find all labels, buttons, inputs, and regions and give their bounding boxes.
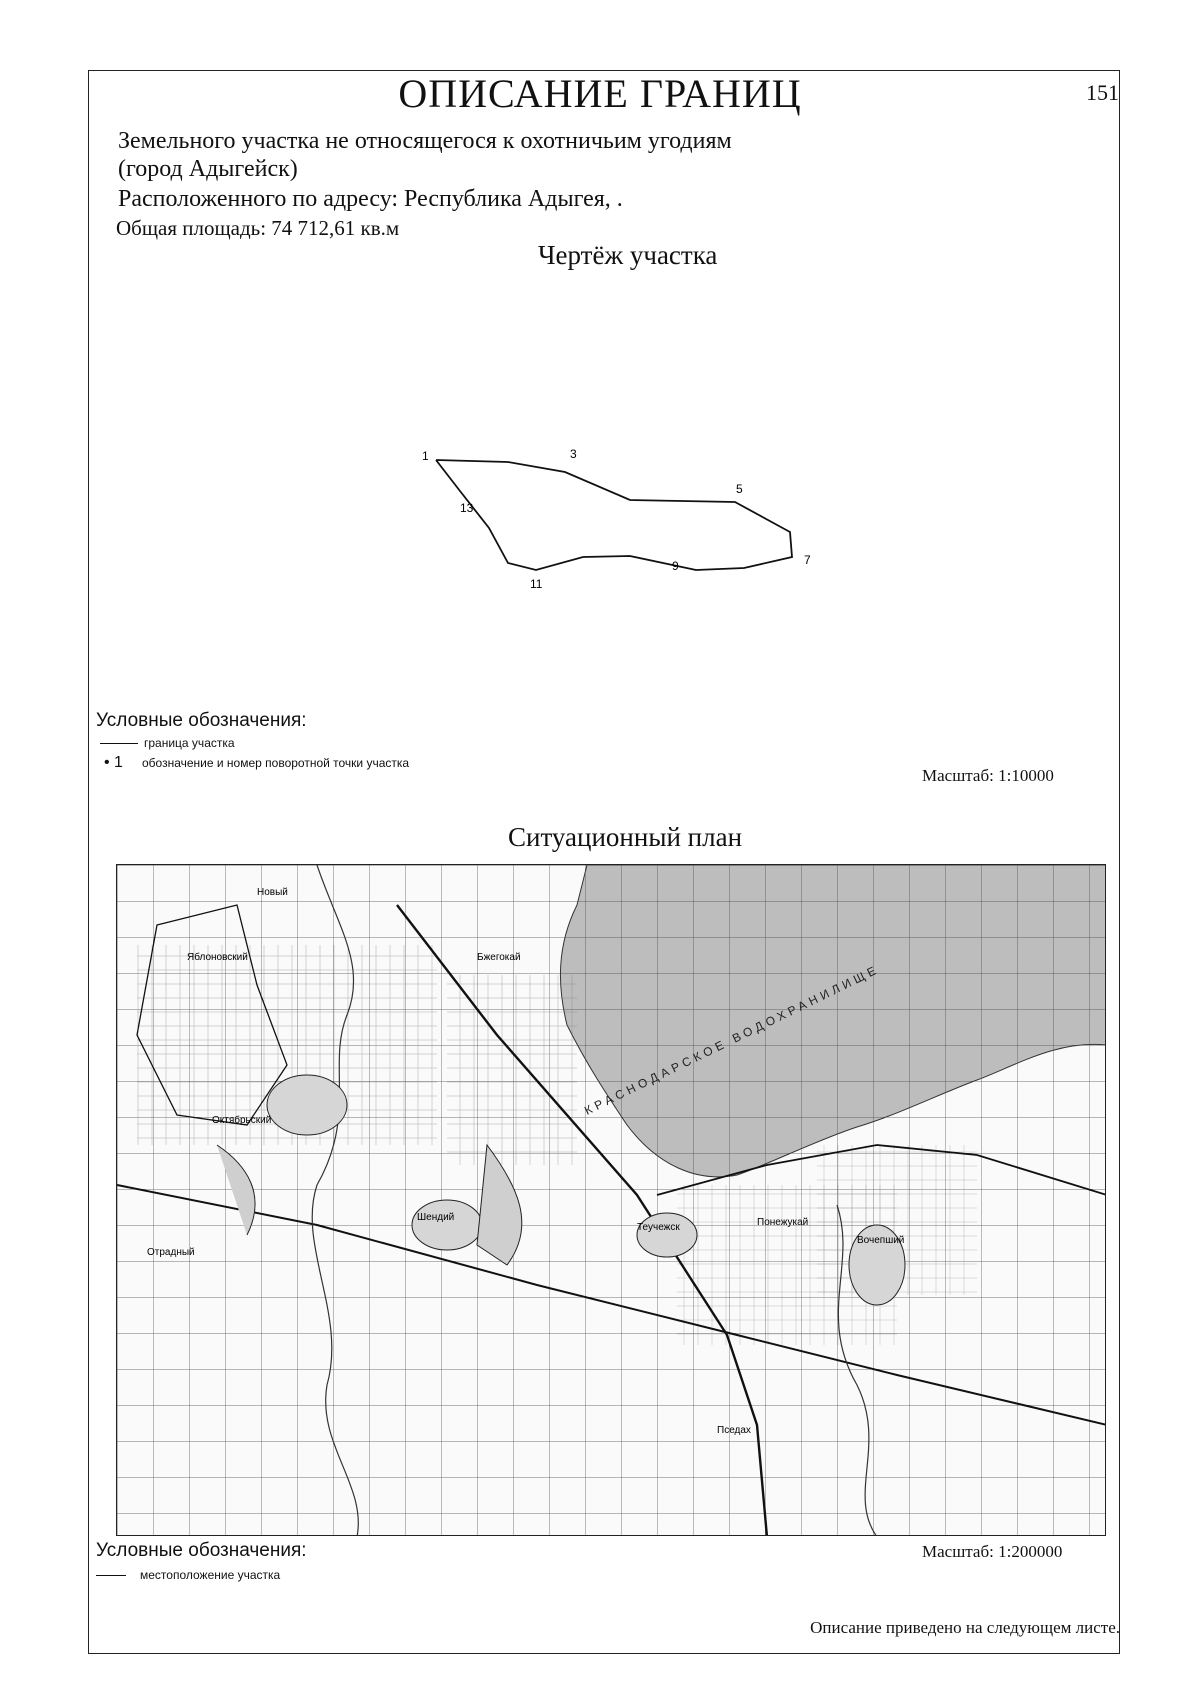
- map-label-shendiy: Шендий: [417, 1212, 455, 1223]
- point-label-5: 5: [736, 482, 743, 496]
- map-scale: Масштаб: 1:200000: [922, 1542, 1063, 1561]
- map-label-teuchezhsk: Теучежск: [637, 1222, 680, 1233]
- point-label-7: 7: [804, 553, 811, 567]
- settlement-block: [267, 1075, 347, 1135]
- drawing-scale: Масштаб: 1:10000: [922, 766, 1054, 785]
- situation-title: Ситуационный план: [508, 822, 743, 852]
- legend-heading: Условные обозначения:: [96, 710, 307, 731]
- parcel-address: Расположенного по адресу: Республика Адыгея, .: [118, 186, 623, 212]
- point-label-1: 1: [422, 449, 429, 463]
- footer-note: Описание приведено на следующем листе.: [810, 1618, 1120, 1637]
- parcel-drawing: [400, 440, 840, 600]
- legend-boundary-label: граница участка: [144, 736, 235, 750]
- document-title: ОПИСАНИЕ ГРАНИЦ: [398, 71, 802, 116]
- map-label-otradny: Отрадный: [147, 1247, 195, 1258]
- map-label-bzhegokay: Бжегокай: [477, 952, 521, 963]
- location-line-symbol: [96, 1575, 126, 1576]
- point-label-13: 13: [460, 501, 474, 515]
- point-label-3: 3: [570, 447, 577, 461]
- map-label-reservoir: КРАСНОДАРСКОЕ ВОДОХРАНИЛИЩЕ: [582, 962, 882, 1118]
- parcel-boundary: [436, 460, 792, 570]
- map-label-psedakh: Пседах: [717, 1425, 751, 1436]
- boundary-line-symbol: [100, 743, 138, 744]
- map-label-yablonovsky: Яблоновский: [187, 952, 248, 963]
- point-label-9: 9: [672, 559, 679, 573]
- legend-heading-2: Условные обозначения:: [96, 1540, 307, 1561]
- parcel-description: Земельного участка не относящегося к охотничьим угодиям: [118, 128, 732, 154]
- map-label-ponezhukay: Понежукай: [757, 1217, 809, 1228]
- legend-point-label: обозначение и номер поворотной точки участка: [142, 756, 410, 770]
- legend-point: [104, 754, 409, 772]
- point-symbol: • 1: [104, 754, 123, 771]
- map-label-novyi: Новый: [257, 887, 288, 898]
- situation-map: [116, 864, 1106, 1536]
- point-label-11: 11: [530, 577, 543, 591]
- legend-boundary: [100, 736, 235, 750]
- page-number: 151: [1086, 80, 1119, 105]
- parcel-city: (город Адыгейск): [118, 156, 298, 182]
- drawing-title: Чертёж участка: [538, 240, 718, 270]
- map-label-vocheshpiy: Вочепший: [857, 1235, 905, 1246]
- parcel-area: Общая площадь: 74 712,61 кв.м: [116, 216, 400, 240]
- legend-location: [96, 1568, 280, 1582]
- legend-location-label: местоположение участка: [140, 1568, 281, 1582]
- topographic-map: [117, 865, 1106, 1536]
- map-label-oktyabrsky: Октябрьский: [212, 1115, 272, 1126]
